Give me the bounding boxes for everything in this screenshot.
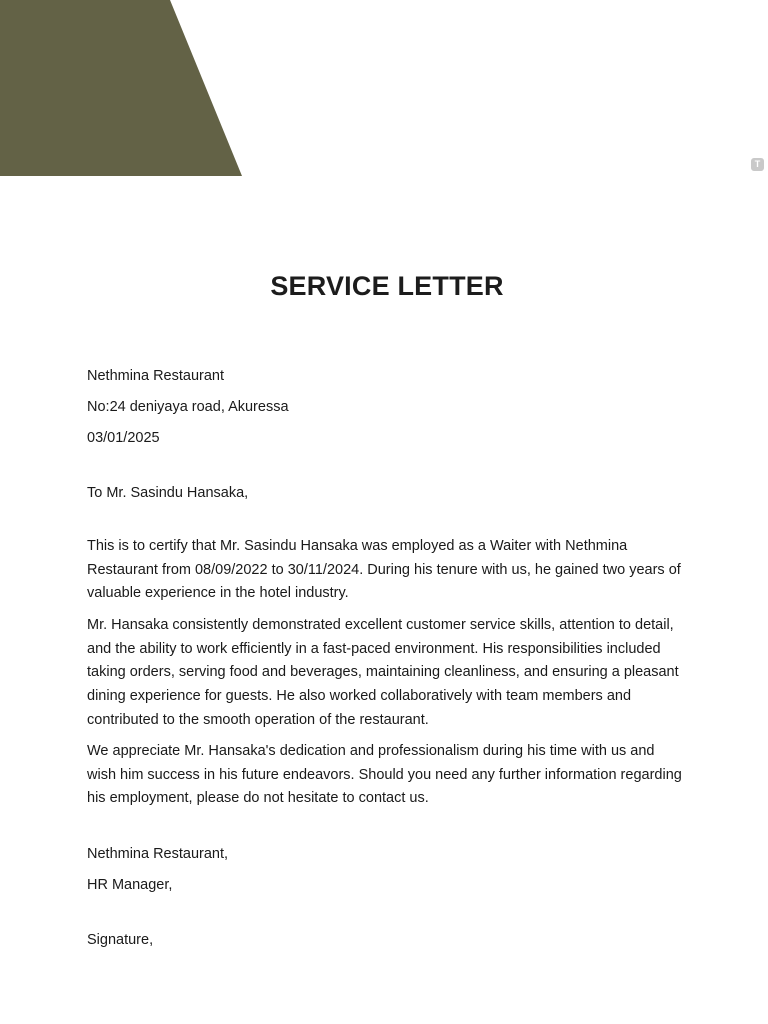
- corner-decoration-shape: [0, 0, 242, 176]
- letter-title: SERVICE LETTER: [270, 271, 504, 301]
- letter-date: 03/01/2025: [87, 430, 160, 446]
- template-icon[interactable]: T: [751, 158, 764, 171]
- sender-name: Nethmina Restaurant: [87, 368, 225, 384]
- sender-address: No:24 deniyaya road, Akuressa: [87, 399, 289, 415]
- body-paragraph-1: This is to certify that Mr. Sasindu Hansaka was employed as a Waiter with Nethmina Restaurant from 08/09/2022 to 30/11/2024. During his tenure with us, he gained two years of valuable experience in the hotel industry.: [87, 538, 681, 602]
- closing-organization: Nethmina Restaurant,: [87, 846, 229, 862]
- closing-role: HR Manager,: [87, 877, 173, 893]
- body-paragraph-2: Mr. Hansaka consistently demonstrated excellent customer service skills, attention to detail, and the ability to work efficiently in a fast-paced environment. His responsibilities included taking orders, serving food and beverages, maintaining cleanliness, and ensuring a pleasant dining experience for guests. He also worked collaboratively with team members and contributed to the smooth operation of the restaurant.: [87, 617, 679, 728]
- signature-label: Signature,: [87, 932, 154, 948]
- salutation: To Mr. Sasindu Hansaka,: [87, 485, 249, 501]
- body-paragraph-3: We appreciate Mr. Hansaka's dedication and professionalism during his time with us and wish him success in his future endeavors. Should you need any further information regarding his employment, please do not hesitate to contact us.: [87, 743, 682, 807]
